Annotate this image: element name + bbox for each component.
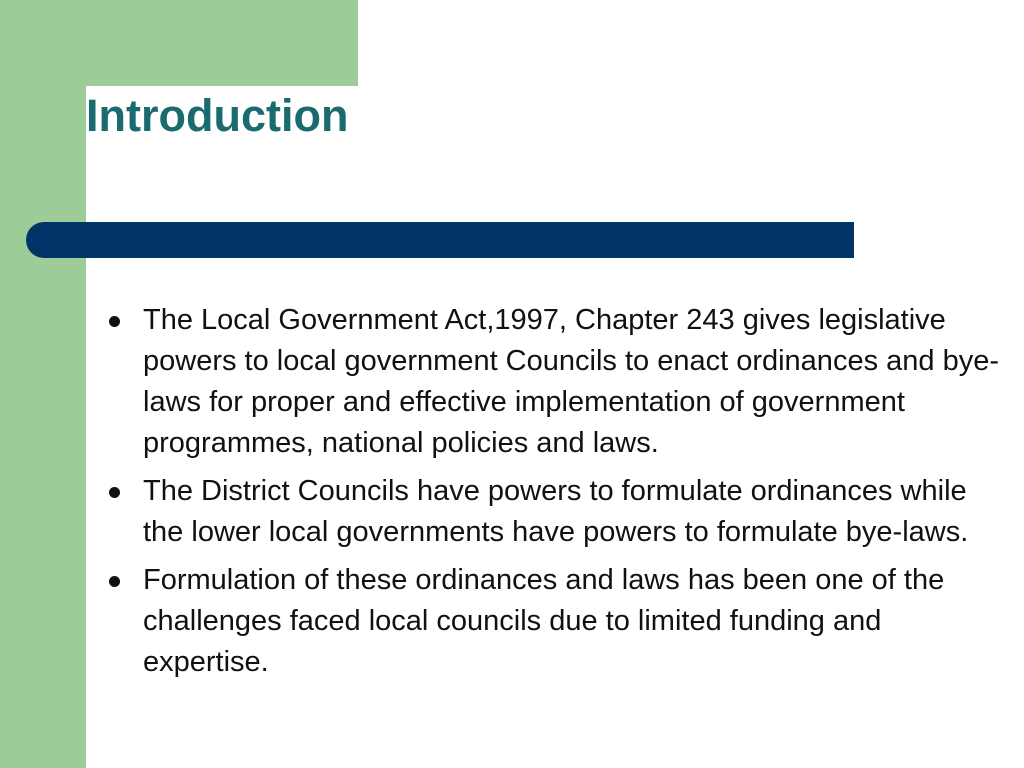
bullet-dot-icon — [109, 487, 120, 498]
bullet-text: Formulation of these ordinances and laws has been one of the challenges faced local councils due to limited funding and expertise. — [143, 564, 945, 678]
bullet-text: The Local Government Act,1997, Chapter 243 gives legislative powers to local government Councils to enact ordinances and bye-laws for proper and effective implementation of government programmes, national policies and laws. — [143, 304, 999, 459]
bullet-item — [100, 560, 1000, 683]
bullet-text: The District Councils have powers to formulate ordinances while the lower local governments have powers to formulate bye-laws. — [143, 475, 969, 548]
left-accent-band — [0, 0, 86, 768]
slide-title: Introduction — [86, 90, 349, 141]
bullet-dot-icon — [109, 576, 120, 587]
bullet-dot-icon — [109, 316, 120, 327]
bullet-item — [100, 300, 1000, 464]
bullet-item — [100, 471, 1000, 553]
bullet-list — [100, 300, 1000, 690]
title-divider-bar — [26, 222, 854, 258]
top-accent-block — [0, 0, 358, 86]
